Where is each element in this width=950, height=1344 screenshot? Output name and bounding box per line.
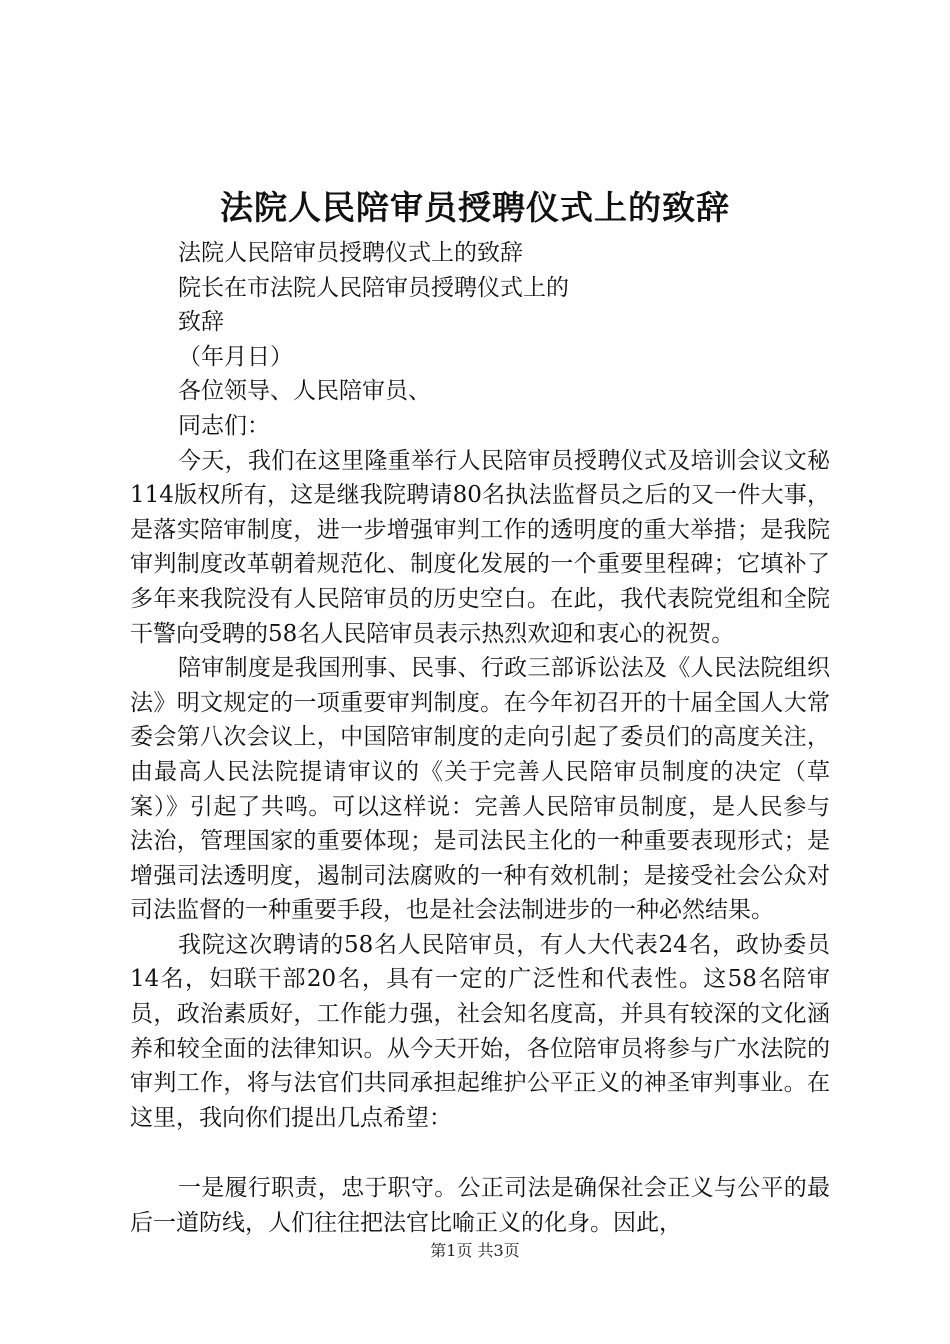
date-line: （年月日） (178, 343, 293, 370)
paragraph-4: 一是履行职责，忠于职守。公正司法是确保社会正义与公平的最后一道防线，人们往往把法官比喻正义的化身。因此， (130, 1175, 830, 1237)
paragraph-3: 我院这次聘请的58名人民陪审员，有人大代表24名，政协委员14名，妇联干部20名，具有一定的广泛性和代表性。这58名陪审员，政治素质好，工作能力强，社会知名度高，并具有较深的文化涵养和较全面的法律知识。从今天开始，各位陪审员将参与广水法院的审判工作，将与法官们共同承担起维护公平正义的神圣审判事业。在这里，我向你们提出几点希望： (130, 931, 830, 1131)
page-footer: 第1页 共3页 (430, 1241, 520, 1260)
salutation-line: 各位领导、人民陪审员、 (178, 378, 431, 405)
document-body (130, 236, 830, 1241)
paragraph-2: 陪审制度是我国刑事、民事、行政三部诉讼法及《人民法院组织法》明文规定的一项重要审判制度。在今年初召开的十届全国人大常委会第八次会议上，中国陪审制度的走向引起了委员们的高度关注，由最高人民法院提请审议的《关于完善人民陪审员制度的决定（草案）》引起了共鸣。可以这样说：完善人民陪审员制度，是人民参与法治，管理国家的重要体现；是司法民主化的一种重要表现形式；是增强司法透明度，遏制司法腐败的一种有效机制；是接受社会公众对司法监督的一种重要手段，也是社会法制进步的一种必然结果。 (130, 655, 830, 924)
subtitle-line: 法院人民陪审员授聘仪式上的致辞 (178, 240, 523, 266)
paragraph-1: 今天，我们在这里隆重举行人民陪审员授聘仪式及培训会议文秘114版权所有，这是继我院聘请80名执法监督员之后的又一件大事，是落实陪审制度，进一步增强审判工作的透明度的重大举措；是我院审判制度改革朝着规范化、制度化发展的一个重要里程碑；它填补了多年来我院没有人民陪审员的历史空白。在此，我代表院党组和全院干警向受聘的58名人民陪审员表示热烈欢迎和衷心的祝贺。 (130, 447, 830, 647)
salutation-line-continued: 同志们： (178, 412, 270, 439)
document-title: 法院人民陪审员授聘仪式上的致辞 (220, 188, 730, 227)
speaker-line-continued: 致辞 (178, 309, 224, 336)
speaker-line: 院长在市法院人民陪审员授聘仪式上的 (178, 274, 569, 301)
